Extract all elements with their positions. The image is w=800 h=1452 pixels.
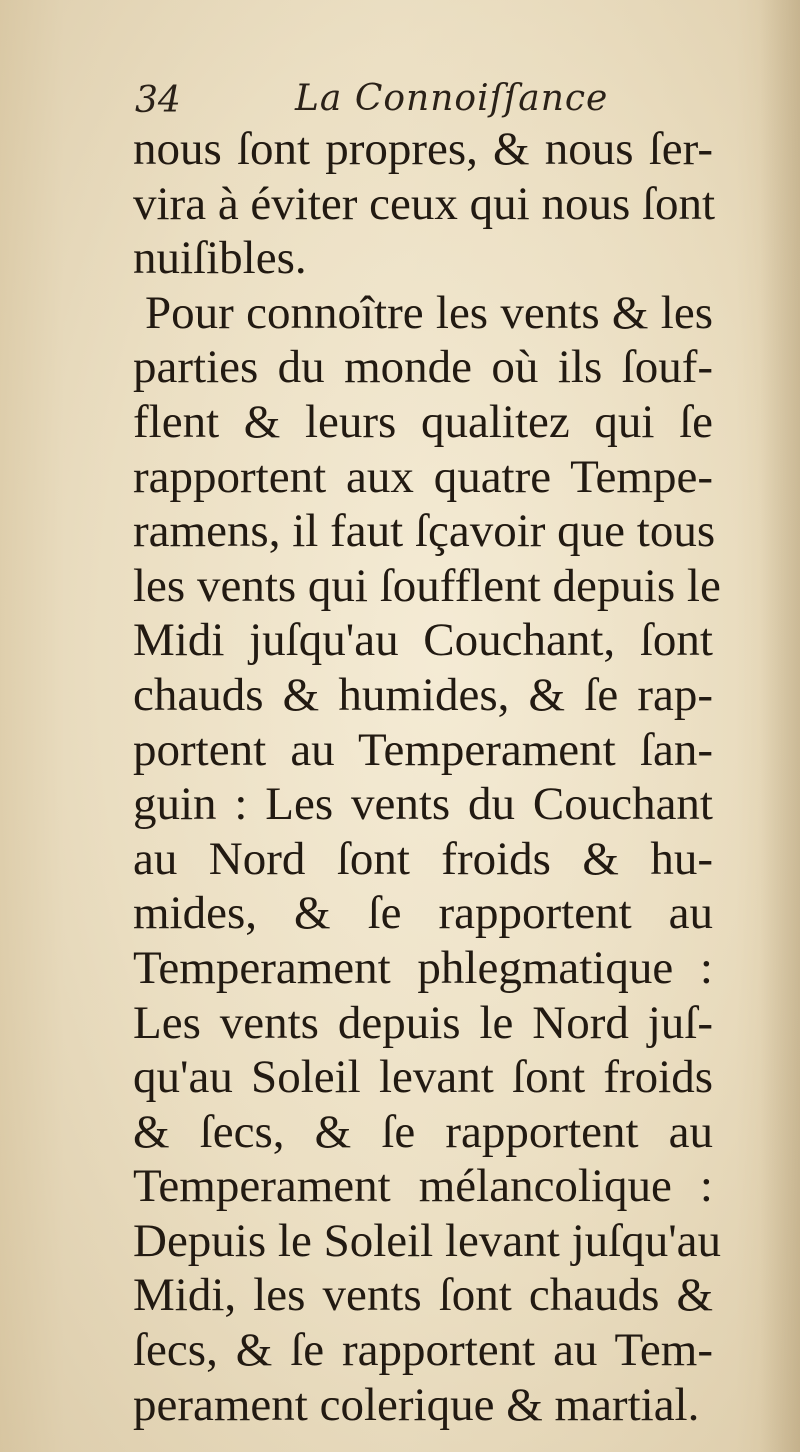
text-line: rapportent aux quatre Tempe- (133, 450, 713, 503)
text-line: Depuis le Soleil levant juſqu'au (133, 1214, 722, 1267)
text-line: ramens, il faut ſçavoir que tous (133, 505, 716, 558)
text-line: Midi juſqu'au Couchant, ſont (133, 614, 713, 667)
text-line: parties du monde où ils ſouf- (133, 341, 713, 394)
page-number: 34 (135, 80, 181, 121)
text-line: guin : Les vents du Couchant (133, 778, 713, 831)
text-line: nuiſibles. (133, 232, 307, 285)
text-line: mides, & ſe rapportent au (133, 887, 713, 940)
page-header (135, 78, 695, 128)
text-line: au Nord ſont froids & hu- (133, 832, 713, 885)
text-line: chauds & humides, & ſe rap- (133, 668, 713, 721)
text-line: Temperament phlegmatique : (133, 941, 713, 994)
text-line: portent au Temperament ſan- (133, 723, 713, 776)
text-line: Temperament mélancolique : (133, 1160, 713, 1213)
text-line: les vents qui ſoufflent depuis le (133, 559, 721, 612)
running-title: La Connoiſſance (295, 78, 609, 119)
text-line: vira à éviter ceux qui nous ſont (133, 177, 716, 230)
text-line: Pour connoître les vents & les (145, 286, 713, 339)
text-line: nous ſont propres, & nous ſer- (133, 123, 713, 175)
text-line: & ſecs, & ſe rapportent au (133, 1105, 713, 1158)
text-line: perament colerique & martial. (133, 1378, 700, 1431)
text-line: flent & leurs qualitez qui ſe (133, 395, 713, 448)
text-line: ſecs, & ſe rapportent au Tem- (133, 1324, 713, 1377)
text-line: Midi, les vents ſont chauds & (133, 1269, 713, 1322)
text-line: Les vents depuis le Nord juſ- (133, 996, 713, 1049)
page-body-text (133, 122, 722, 1432)
text-line: qu'au Soleil levant ſont froids (133, 1051, 713, 1104)
